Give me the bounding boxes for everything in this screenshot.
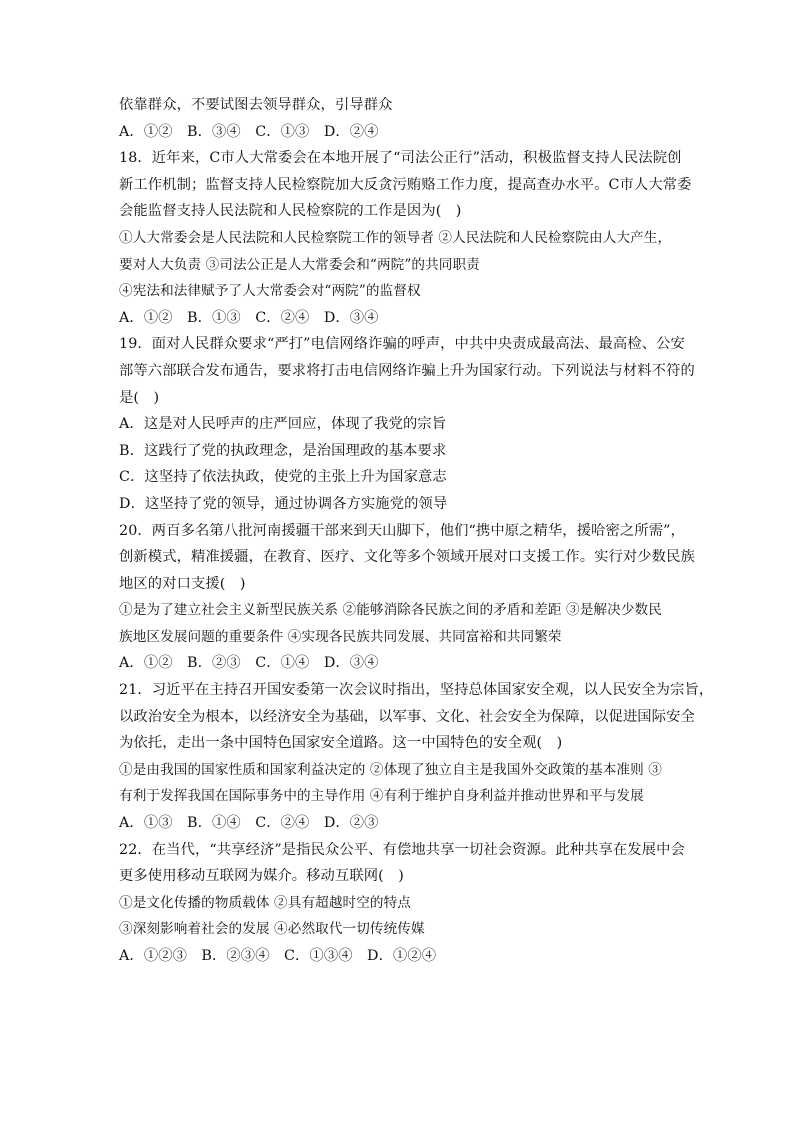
option-c-line: C．这坚持了依法执政，使党的主张上升为国家意志: [119, 469, 447, 486]
question-18-line: 18．近年来，C市人大常委会在本地开展了“司法公正行”活动，积极监督支持人民法院创: [119, 150, 682, 167]
statement-line: ①是由我国的国家性质和国家利益决定的 ②体现了独立自主是我国外交政策的基本准则 ③: [119, 761, 662, 778]
text-line: 部等六部联合发布通告，要求将打击电信网络诈骗上升为国家行动。下列说法与材料不符的: [119, 362, 695, 379]
statement-line: 要对人大负责 ③司法公正是人大常委会和“两院”的共同职责: [119, 256, 480, 273]
statement-line: ③深刻影响着社会的发展 ④必然取代一切传统传媒: [119, 921, 425, 938]
text-line: 地区的对口支援( ): [119, 575, 246, 592]
question-22-line: 22．在当代，“共享经济”是指民众公平、有偿地共享一切社会资源。此种共享在发展中会: [119, 841, 685, 858]
text-line: 以政治安全为根本，以经济安全为基础，以军事、文化、社会安全为保障，以促进国际安全: [119, 708, 695, 725]
options-line: A．①②③ B．②③④ C．①③④ D．①②④: [119, 948, 437, 964]
question-19-line: 19．面对人民群众要求“严打”电信网络诈骗的呼声，中共中央责成最高法、最高检、公安: [119, 336, 685, 353]
text-line: 创新模式，精准援疆，在教育、医疗、文化等多个领域开展对口支援工作。实行对少数民族: [119, 549, 695, 566]
text-line: 为依托，走出一条中国特色国家安全道路。这一中国特色的安全观( ): [119, 735, 563, 752]
statement-line: ①人大常委会是人民法院和人民检察院工作的领导者 ②人民法院和人民检察院由人大产生，: [119, 229, 672, 246]
options-line: A．①② B．②③ C．①④ D．③④: [119, 655, 379, 672]
text-line: 依靠群众，不要试图去领导群众，引导群众: [119, 97, 393, 113]
options-line: A．①③ B．①④ C．②④ D．②③: [119, 815, 379, 832]
statement-line: 有利于发挥我国在国际事务中的主导作用 ④有利于维护自身利益并推动世界和平与发展: [119, 788, 644, 805]
text-line: 更多使用移动互联网为媒介。移动互联网( ): [119, 868, 404, 885]
statement-line: ①是文化传播的物质载体 ②具有超越时空的特点: [119, 894, 411, 911]
question-20-line: 20．两百多名第八批河南援疆干部来到天山脚下，他们“携中原之精华，援哈密之所需”，: [119, 522, 685, 539]
text-line: 是( ): [119, 389, 160, 406]
options-line: A．①② B．③④ C．①③ D．②④: [119, 123, 379, 140]
text-line: 新工作机制；监督支持人民检察院加大反贪污贿赂工作力度，提高查办水平。C市人大常委: [119, 176, 692, 193]
options-line: A．①② B．①③ C．②④ D．③④: [119, 309, 379, 326]
statement-line: ①是为了建立社会主义新型民族关系 ②能够消除各民族之间的矛盾和差距 ③是解决少数民: [119, 602, 662, 619]
question-text: [119, 92, 714, 970]
text-line: 会能监督支持人民法院和人民检察院的工作是因为( ): [119, 203, 462, 220]
statement-line: ④宪法和法律赋予了人大常委会对“两院”的监督权: [119, 283, 421, 300]
option-a-line: A．这是对人民呼声的庄严回应，体现了我党的宗旨: [119, 416, 447, 433]
option-b-line: B．这践行了党的执政理念，是治国理政的基本要求: [119, 442, 447, 459]
question-21-line: 21．习近平在主持召开国安委第一次会议时指出，坚持总体国家安全观，以人民安全为宗旨，: [119, 682, 714, 699]
statement-line: 族地区发展问题的重要条件 ④实现各民族共同发展、共同富裕和共同繁荣: [119, 628, 562, 645]
option-d-line: D．这坚持了党的领导，通过协调各方实施党的领导: [119, 495, 448, 512]
